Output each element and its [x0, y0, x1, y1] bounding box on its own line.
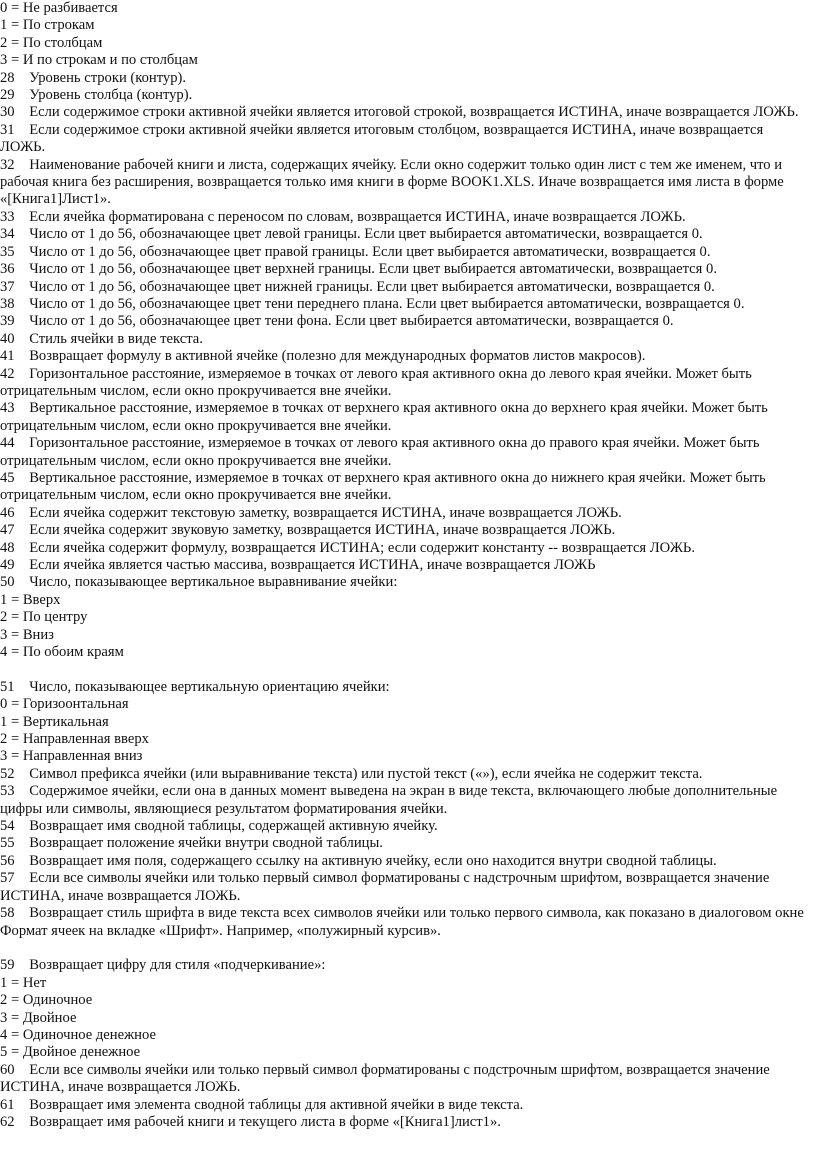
text-line: 31 Если содержимое строки активной ячейки является итоговым столбцом, возвращается ИСТИНА, иначе возвращается ЛОЖЬ. [0, 121, 767, 156]
text-line: 2 = По столбцам [0, 34, 103, 51]
text-line: 57 Если все символы ячейки или только первый символ форматированы с надстрочным шрифтом, возвращается значение ИСТИНА, иначе возвращается ЛОЖЬ. [0, 870, 773, 904]
text-line: 32 Наименование рабочей книги и листа, содержащих ячейку. Если окно содержит только один лист с тем же именем, что и рабочая книга без расширения, возвращается только имя книги в форме BOOK1.XLS. Иначе возвращается имя листа в форме «[Книга1]Лист1». [0, 156, 788, 208]
text-line: 28 Уровень строки (контур). [0, 69, 187, 86]
text-line: 1 = По строкам [0, 17, 95, 34]
text-line: 30 Если содержимое строки активной ячейки является итоговой строкой, возвращается ИСТИНА, иначе возвращается ЛОЖЬ. [0, 104, 799, 121]
text-line: 53 Содержимое ячейки, если она в данных момент выведена на экран в виде текста, включающего любые дополнительные цифры или символы, являющиеся результатом форматирования ячейки. [0, 783, 781, 817]
blank-line [0, 661, 804, 678]
text-line: 61 Возвращает имя элемента сводной таблицы для активной ячейки в виде текста. [0, 1096, 524, 1113]
text-line: 36 Число от 1 до 56, обозначающее цвет верхней границы. Если цвет выбирается автоматически, возвращается 0. [0, 261, 717, 278]
text-line: 49 Если ячейка является частью массива, возвращается ИСТИНА, иначе возвращается ЛОЖЬ [0, 557, 596, 573]
text-line: 41 Возвращает формулу в активной ячейке (полезно для международных форматов листов макросов). [0, 348, 646, 365]
text-line: 34 Число от 1 до 56, обозначающее цвет левой границы. Если цвет выбирается автоматически, возвращается 0. [0, 226, 703, 243]
text-line: 50 Число, показывающее вертикальное выравнивание ячейки: [0, 574, 398, 591]
text-line: 4 = Одиночное денежное [0, 1026, 156, 1043]
text-line: 58 Возвращает стиль шрифта в виде текста всех символов ячейки или только первого символа, как показано в диалоговом окне Формат ячеек на вкладке «Шрифт». Например, «полужирный курсив». [0, 905, 808, 939]
text-line: 0 = Горизоонтальная [0, 696, 129, 713]
text-line: 5 = Двойное денежное [0, 1044, 141, 1061]
text-line: 62 Возвращает имя рабочей книги и текущего листа в форме «[Книга1]лист1». [0, 1113, 501, 1130]
text-line: 2 = Одиночное [0, 992, 93, 1009]
text-line: 1 = Вертикальная [0, 713, 109, 730]
text-line: 51 Число, показывающее вертикальную ориентацию ячейки: [0, 678, 390, 695]
text-line: 2 = По центру [0, 609, 88, 626]
text-line: 43 Вертикальное расстояние, измеряемое в точках от верхнего края активного окна до верхнего края ячейки. Может быть отрицательным числом, если окно прокручивается вне ячейки. [0, 400, 772, 434]
text-line: 3 = И по строкам и по столбцам [0, 52, 198, 69]
text-line: 1 = Нет [0, 974, 47, 991]
text-line: 42 Горизонтальное расстояние, измеряемое в точках от левого края активного окна до левого края ячейки. Может быть отрицательным числом, если окно прокручивается вне ячейки. [0, 365, 756, 399]
text-line: 47 Если ячейка содержит звуковую заметку, возвращается ИСТИНА, иначе возвращается ЛОЖЬ. [0, 522, 616, 539]
text-line: 37 Число от 1 до 56, обозначающее цвет нижней границы. Если цвет выбирается автоматически, возвращается 0. [0, 278, 715, 295]
text-line: 1 = Вверх [0, 591, 61, 608]
text-line: 46 Если ячейка содержит текстовую заметку, возвращается ИСТИНА, иначе возвращается ЛОЖЬ. [0, 504, 622, 521]
text-line: 59 Возвращает цифру для стиля «подчеркивание»: [0, 957, 326, 974]
text-line: 29 Уровень столбца (контур). [0, 87, 193, 104]
blank-line [0, 940, 804, 957]
text-line: 60 Если все символы ячейки или только первый символ форматированы с подстрочным шрифтом, возвращается значение ИСТИНА, иначе возвращается ЛОЖЬ. [0, 1061, 774, 1096]
text-line: 39 Число от 1 до 56, обозначающее цвет тени фона. Если цвет выбирается автоматически, возвращается 0. [0, 313, 674, 330]
text-line: 56 Возвращает имя поля, содержащего ссылку на активную ячейку, если оно находится внутри сводной таблицы. [0, 852, 717, 869]
text-line: 55 Возвращает положение ячейки внутри сводной таблицы. [0, 835, 383, 852]
text-line: 40 Стиль ячейки в виде текста. [0, 330, 203, 347]
text-line: 52 Символ префикса ячейки (или выравнивание текста) или пустой текст («»), если ячейка не содержит текста. [0, 765, 703, 782]
text-line: 3 = Вниз [0, 626, 54, 643]
text-line: 54 Возвращает имя сводной таблицы, содержащей активную ячейку. [0, 818, 438, 835]
text-line: 3 = Направленная вниз [0, 748, 143, 765]
text-line: 4 = По обоим краям [0, 644, 124, 661]
text-line: 33 Если ячейка форматирована с переносом по словам, возвращается ИСТИНА, иначе возвращается ЛОЖЬ. [0, 208, 686, 225]
text-line: 3 = Двойное [0, 1009, 77, 1026]
text-line: 0 = Не разбивается [0, 0, 118, 16]
text-line: 38 Число от 1 до 56, обозначающее цвет тени переднего плана. Если цвет выбирается автоматически, возвращается 0. [0, 295, 745, 312]
text-line: 48 Если ячейка содержит формулу, возвращается ИСТИНА; если содержит константу -- возвращается ЛОЖЬ. [0, 539, 695, 556]
text-line: 45 Вертикальное расстояние, измеряемое в точках от верхнего края активного окна до нижнего края ячейки. Может быть отрицательным числом, если окно прокручивается вне ячейки. [0, 469, 770, 504]
text-line: 2 = Направленная вверх [0, 731, 149, 748]
text-line: 44 Горизонтальное расстояние, измеряемое в точках от левого края активного окна до правого края ячейки. Может быть отрицательным числом, если окно прокручивается вне ячейки. [0, 435, 764, 469]
text-line: 35 Число от 1 до 56, обозначающее цвет правой границы. Если цвет выбирается автоматически, возвращается 0. [0, 243, 711, 260]
